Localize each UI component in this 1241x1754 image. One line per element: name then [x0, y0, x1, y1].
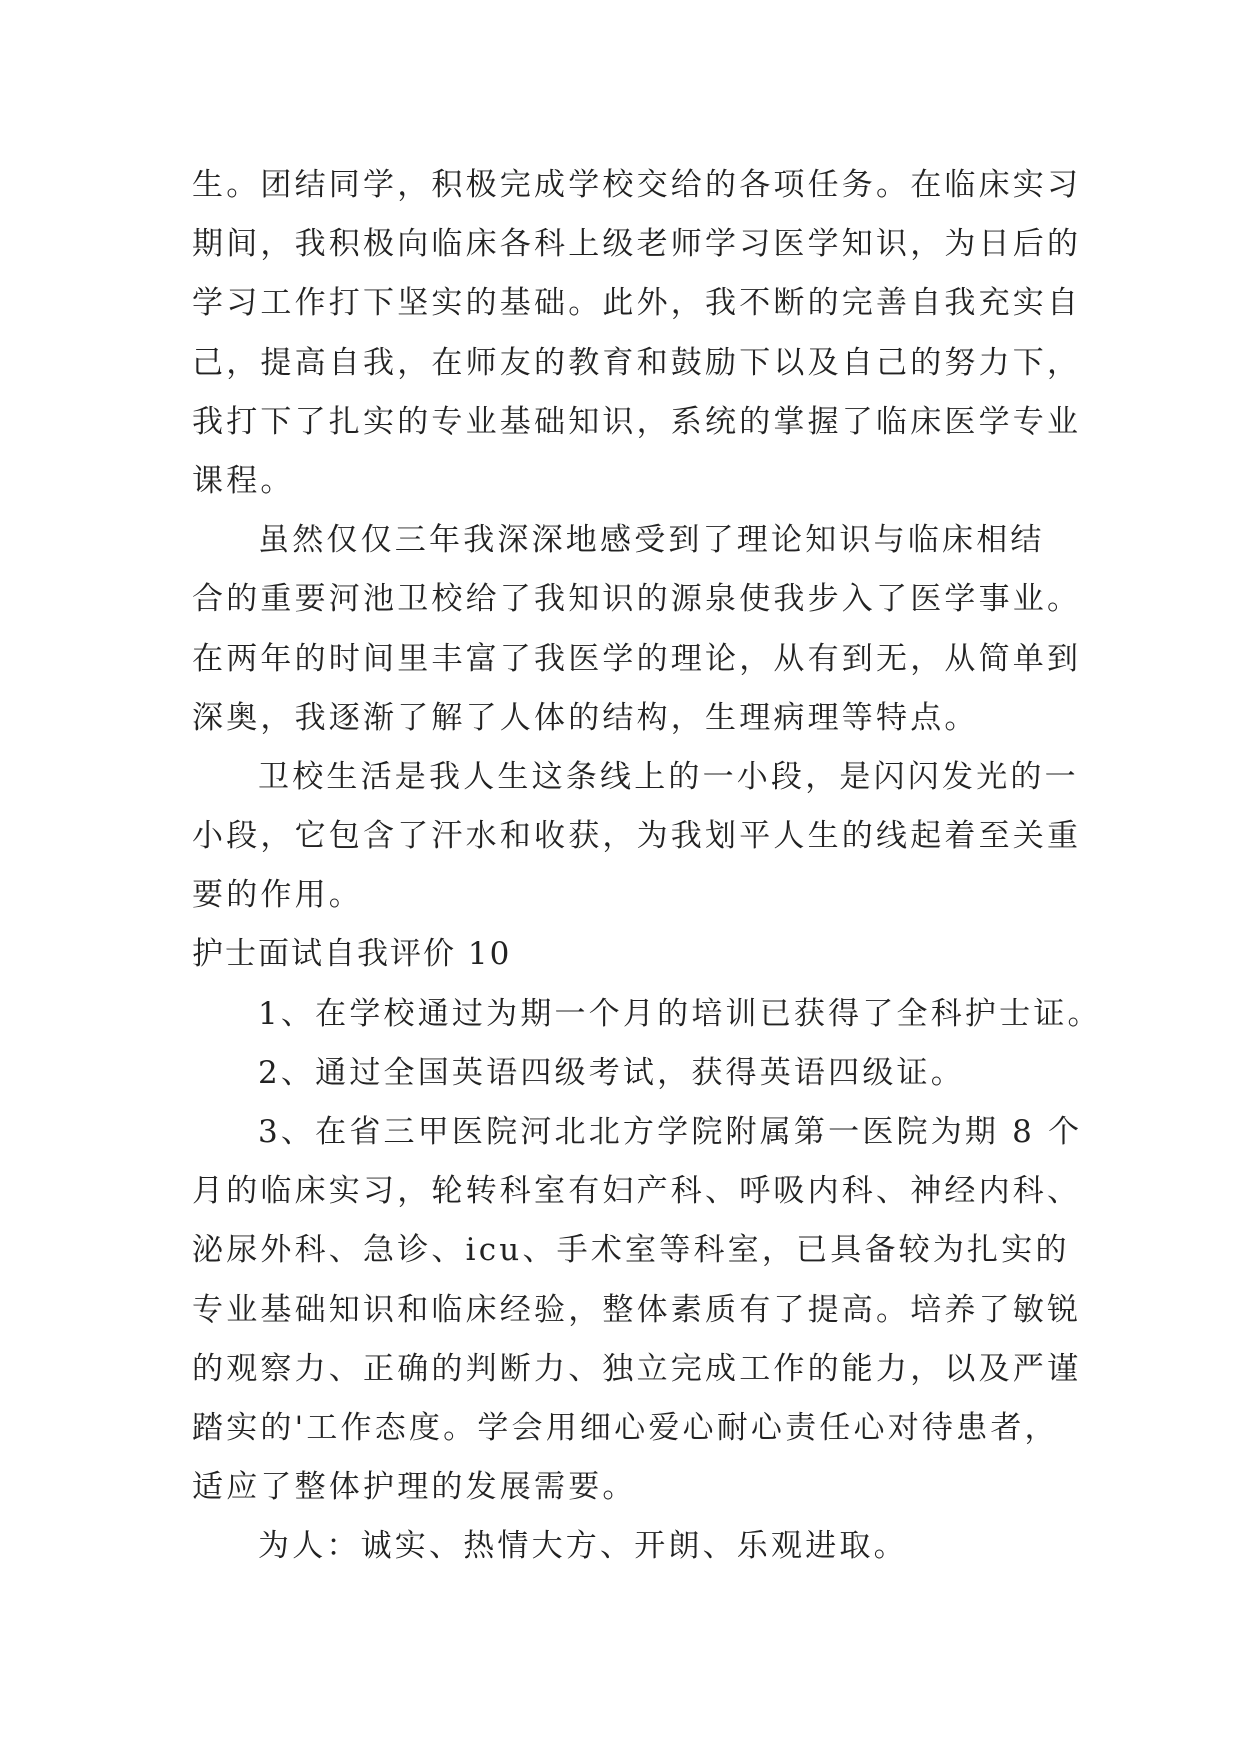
- list-item: 2、通过全国英语四级考试，获得英语四级证。: [258, 1054, 965, 1091]
- paragraph-line: 适应了整体护理的发展需要。: [192, 1469, 637, 1506]
- paragraph-line: 月的临床实习，轮转科室有妇产科、呼吸内科、神经内科、: [192, 1173, 1082, 1210]
- paragraph-line: 在两年的时间里丰富了我医学的理论，从有到无，从简单到: [192, 640, 1082, 677]
- paragraph-line: 卫校生活是我人生这条线上的一小段，是闪闪发光的一: [258, 758, 1079, 795]
- paragraph-line: 为人：诚实、热情大方、开朗、乐观进取。: [258, 1528, 908, 1565]
- paragraph-line: 要的作用。: [192, 877, 363, 914]
- paragraph-line: 己，提高自我，在师友的教育和鼓励下以及自己的努力下，: [192, 344, 1082, 381]
- paragraph-line: 我打下了扎实的专业基础知识，系统的掌握了临床医学专业: [192, 403, 1082, 440]
- paragraph-line: 踏实的'工作态度。学会用细心爱心耐心责任心对待患者，: [192, 1409, 1059, 1446]
- paragraph-line: 深奥，我逐渐了解了人体的结构，生理病理等特点。: [192, 699, 979, 736]
- paragraph-line: 学习工作打下坚实的基础。此外，我不断的完善自我充实自: [192, 285, 1082, 322]
- paragraph-line: 生。团结同学，积极完成学校交给的各项任务。在临床实习: [192, 167, 1082, 203]
- paragraph-line: 虽然仅仅三年我深深地感受到了理论知识与临床相结: [258, 522, 1045, 559]
- paragraph-line: 的观察力、正确的判断力、独立完成工作的能力，以及严谨: [192, 1350, 1082, 1387]
- paragraph-line: 专业基础知识和临床经验，整体素质有了提高。培养了敏锐: [192, 1291, 1082, 1328]
- paragraph-line: 泌尿外科、急诊、icu、手术室等科室，已具备较为扎实的: [192, 1232, 1070, 1269]
- section-heading: 护士面试自我评价 10: [192, 936, 512, 973]
- list-item: 1、在学校通过为期一个月的培训已获得了全科护士证。: [258, 995, 1102, 1032]
- paragraph-line: 合的重要河池卫校给了我知识的源泉使我步入了医学事业。: [192, 581, 1082, 618]
- paragraph-line: 期间，我积极向临床各科上级老师学习医学知识，为日后的: [192, 226, 1082, 263]
- list-item: 3、在省三甲医院河北北方学院附属第一医院为期 8 个: [258, 1114, 1083, 1150]
- document-body: [192, 156, 1102, 1577]
- paragraph-line: 小段，它包含了汗水和收获，为我划平人生的线起着至关重: [192, 818, 1082, 855]
- paragraph-line: 课程。: [192, 462, 295, 499]
